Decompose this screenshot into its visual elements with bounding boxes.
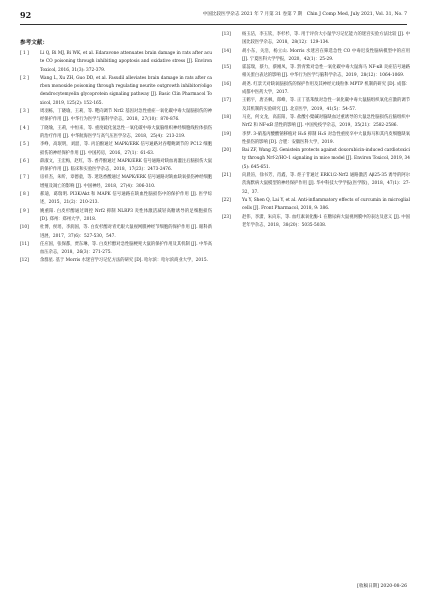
reference-text: 李峥，高珉明，刘韶，等. 丙泊酚通过 MAPK/ERK 信号通路对吞噬鲍调节的 PC12 细胞损伤的神经保护作用 [J]. 中国药房，2016，27(1)：61-63.	[40, 142, 212, 156]
reference-item	[222, 114, 410, 131]
reference-text: 姚重阳. 白皮杉醇通过调控 Nrf2 抑制 NLRP3 炎性体激活减轻高糖诱导的足细胞损伤 [D]. 郑州：郑州大学，2018.	[40, 208, 212, 222]
reference-item	[20, 108, 212, 125]
reference-text: 郝迪，葛瑞明. PI3K/Akt 和 MAPK 信号通路在缺血性脑损伤中的保护作用 [J]. 医学综述，2015，21(2)：210-213.	[40, 192, 212, 206]
reference-text: 李梦. 3-硝基丙酸酸钠移植对 H₂S 抑制 H₂S 对急性重度卒中大鼠海马和其内皮细胞缺氧性损伤的影响 [D]. 合肥：安徽医科大学，2019.	[242, 131, 410, 145]
reference-text: 赵伟，李潇，朱向东，等. 血红素氧化酶-1 在糖尿病大鼠视网膜中的表达及意义 [J]. 中国老年学杂志，2018，38(20)：5035-5038.	[242, 214, 410, 228]
reference-number: [13]	[222, 32, 231, 37]
reference-text: 杜博，侯瑶，李润国，等. 白皮杉醇对青光眼大鼠视网膜神经节细胞的保护作用 [J]. 眼科新进展，2017，37(6)：527-530，547.	[40, 225, 212, 239]
reference-number: [15]	[222, 65, 231, 71]
reference-text: Li Q, Bi MJ, Bi WK, et al. Edaravone attenuates brain damage in rats after acute CO poisoning through inhibiting apoptosis and oxidative stress [J]. Environ Toxicol, 2016, 31(3): 372-379.	[40, 51, 212, 73]
reference-number: [ 4 ]	[20, 125, 29, 131]
reference-item	[222, 48, 410, 65]
reference-item	[222, 81, 410, 98]
journal-running-title: 中国比较医学杂志 2021 年 7 月第 31 卷第 7 期 Chin J Comp Med, July 2021, Vol. 31, No. 7	[202, 12, 407, 17]
references-heading: 参考文献：	[20, 40, 48, 46]
reference-text: Wang L, Xu ZH, Guo DD, et al. Fasudil alleviates brain damage in rats after carbon monoxide poisoning through regulating neurite outgrowth inhibitor/oligodendrocytemyelin glycoprotein signaling pathway [J]. Basic Clin Pharmacol Toxicol, 2019, 125(2): 152-165.	[40, 75, 212, 106]
reference-text: 向晨渲，徐书芳，肖鑫，等. 炬子苷通过 ERK1/2-Nrf2 通路激活 Aβ25-35 诱导的阿尔茨海默病大鼠模型的神经保护作用 [J]. 华中科技大学学报(医学版)，2018，47(1)：27-32，37.	[242, 173, 410, 195]
reference-number: [23]	[222, 214, 231, 220]
reference-text: 杨玉洁，李玉钦，李杉杉，等. 用于评价大小鼠学习记忆能力的迷宫实验方法比较 [J]. 中国比较医学杂志，2018，28(12)：129-134.	[242, 32, 410, 46]
reference-number: [20]	[222, 148, 231, 154]
reference-item	[20, 224, 212, 241]
reference-text: 胡尧. 红景天对缺氧脑损伤的保护作用及其神经元线粒体 MPTP 机制的研究 [D]. 成都：成都中医药大学，2017.	[242, 81, 410, 96]
reference-item	[222, 64, 410, 81]
references-left-column	[20, 50, 212, 266]
reference-text: 霍蕊瑞，蔡力，蔡刚凤，等. 黔青紫对急性一氧化碳中毒大鼠海马 NF-κB 炎症信号通路相关蛋白表达的影响 [J]. 中华行为医学与脑科学杂志，2019，28(12)：1064-1069.	[242, 65, 410, 79]
reference-text: 余群星. 基于 Morris 水迷宫学习记忆方法的研究 [D]. 哈尔滨：哈尔滨商业大学，2015.	[40, 258, 208, 264]
reference-number: [ 1 ]	[20, 51, 29, 56]
reference-number: [19]	[222, 131, 231, 137]
reference-number: [16]	[222, 81, 231, 87]
reference-number: [ 5 ]	[20, 142, 29, 148]
reference-item	[20, 174, 212, 191]
reference-number: [18]	[222, 114, 231, 120]
reference-number: [ 7 ]	[20, 175, 29, 181]
reference-item	[222, 172, 410, 197]
reference-text: 房祥杰，朱昕，章德童，等. 迷迭香酸通过 MAPK/ERK 信号通路对缺血缺氧损伤神经细胞增殖及凋亡的影响 [J]. 中国神经，2018，27(4)：306-310.	[40, 175, 212, 189]
reference-item	[20, 191, 212, 208]
reference-text: 任应国，张保都，贾东琳，等. 白皮杉醇对急性脑梗死大鼠的保护作用及其机制 [J]. 中华高血压杂志，2018，26(3)：271-275.	[40, 241, 212, 256]
reference-item	[222, 197, 410, 214]
reference-text: 周羽栋，丁晓瑜，王莉，等. 靶向调节 Nrf2 基因对急性重症一氧化碳中毒大鼠脑损伤的神经保护作用 [J]. 中华行为医学与脑科学杂志，2018，27(10)：870-876.	[40, 109, 212, 123]
reference-number: [10]	[20, 225, 29, 231]
reference-text: 薛淑文，王宏梅，赵红，等. 香芹酚通过 MAPK/ERK 信号通路对缺血再灌注后脑损伤大鼠的保护作用 [J]. 临床和实验医学杂志，2018，17(23)：2473-2476.	[40, 158, 212, 173]
reference-item	[20, 241, 212, 258]
received-date: [收稿日期] 2020-08-26	[357, 584, 407, 589]
reference-item	[222, 131, 410, 148]
reference-number: [22]	[222, 197, 231, 203]
reference-text: Yu Y, Shen Q, Lai Y, et al. Anti-inflammatory effects of curcumin in microglial cells [J]. Front Pharmacol, 2018, 9: 386.	[242, 197, 410, 212]
reference-text: 王鹤宇，唐圣枫，郑峰，等. 正丁基苯酞对急性一氧化碳中毒大鼠脑组织氧化应激的调节及其机制的实验研究 [J]. 北京医学，2019，41(5)：54-57.	[242, 98, 410, 112]
reference-number: [ 8 ]	[20, 192, 29, 198]
reference-number: [ 3 ]	[20, 109, 29, 115]
references-right-column	[222, 31, 410, 230]
reference-item	[222, 214, 410, 231]
reference-item	[222, 147, 410, 172]
reference-number: [17]	[222, 98, 231, 104]
reference-number: [ 2 ]	[20, 75, 29, 81]
reference-text: 丁晓瑜，王莉，中恒来，等. 重度硫化氢急性一氧化碳中毒大鼠脑组织神经细胞线粒体损伤的治疗作用 [J]. 中华航海医学与高气压医学杂志，2018，25(4)：213-219.	[40, 125, 212, 139]
reference-number: [ 9 ]	[20, 208, 29, 214]
reference-number: [11]	[20, 241, 29, 247]
reference-text: 马克，何文龙，高雷阳，等. 盐酸小檗碱对脑缺血过重诱导的大鼠急性脑损伤后脑组织中 Nrf2 和 NF-κB 活性的影响 [J]. 中国免疫学杂志，2019，35(21)：2582-2586.	[242, 114, 410, 129]
page-header	[20, 10, 407, 22]
reference-item	[20, 158, 212, 175]
reference-item	[20, 75, 212, 108]
page-number: 92	[20, 10, 32, 20]
reference-text: Bai ZF, Wang ZJ. Genistein protects against doxorubicin-induced cardiotoxicity through Nrf-2/HO-1 signaling in mice model [J]. Environ Toxicol, 2019, 34(5): 645-651.	[242, 148, 410, 170]
reference-item	[222, 97, 410, 114]
reference-item	[20, 125, 212, 142]
reference-item	[20, 208, 212, 225]
reference-number: [12]	[20, 258, 29, 264]
reference-number: [ 6 ]	[20, 158, 29, 164]
reference-number: [21]	[222, 173, 231, 179]
reference-item	[20, 141, 212, 158]
reference-item	[20, 50, 212, 75]
reference-number: [14]	[222, 48, 231, 54]
reference-text: 胡小东，关浩，杨立山. Morris 水迷宫在筛选急性 CO 中毒迟发性脑病模型中的应用 [J]. 宁夏医科大学学报，2020，42(1)：25-29.	[242, 48, 410, 62]
header-rule	[20, 24, 407, 25]
reference-item	[20, 257, 212, 265]
reference-item	[222, 31, 410, 48]
